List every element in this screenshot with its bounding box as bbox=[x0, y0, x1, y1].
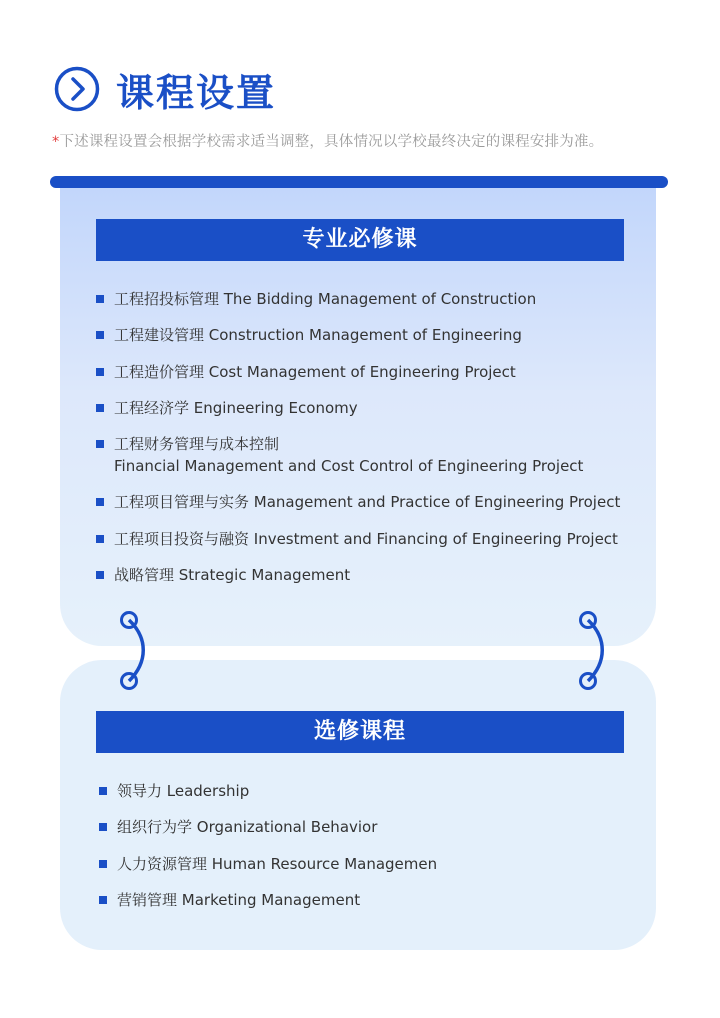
square-bullet-icon bbox=[99, 896, 107, 904]
page-header bbox=[54, 64, 276, 114]
square-bullet-icon bbox=[96, 368, 104, 376]
list-item: 工程造价管理 Cost Management of Engineering Project bbox=[96, 361, 620, 383]
list-item: 组织行为学 Organizational Behavior bbox=[99, 816, 437, 838]
list-item: 工程经济学 Engineering Economy bbox=[96, 397, 620, 419]
list-item: 领导力 Leadership bbox=[99, 780, 437, 802]
square-bullet-icon bbox=[96, 404, 104, 412]
square-bullet-icon bbox=[96, 295, 104, 303]
list-item: 工程建设管理 Construction Management of Engineering bbox=[96, 324, 620, 346]
square-bullet-icon bbox=[96, 440, 104, 448]
square-bullet-icon bbox=[96, 535, 104, 543]
square-bullet-icon bbox=[96, 331, 104, 339]
elective-courses-heading: 选修课程 bbox=[96, 711, 624, 753]
square-bullet-icon bbox=[99, 860, 107, 868]
square-bullet-icon bbox=[99, 787, 107, 795]
required-courses-heading: 专业必修课 bbox=[96, 219, 624, 261]
square-bullet-icon bbox=[99, 823, 107, 831]
list-item: 工程招投标管理 The Bidding Management of Construction bbox=[96, 288, 620, 310]
list-item: 战略管理 Strategic Management bbox=[96, 564, 620, 586]
list-item: 人力资源管理 Human Resource Managemen bbox=[99, 853, 437, 875]
disclaimer-text: 下述课程设置会根据学校需求适当调整，具体情况以学校最终决定的课程安排为准。 bbox=[59, 134, 604, 150]
square-bullet-icon bbox=[96, 571, 104, 579]
scroll-rod bbox=[50, 176, 668, 188]
chevron-right-circle-icon bbox=[54, 66, 100, 112]
list-item: 工程项目投资与融资 Investment and Financing of Engineering Project bbox=[96, 528, 620, 550]
list-item: 营销管理 Marketing Management bbox=[99, 889, 437, 911]
square-bullet-icon bbox=[96, 498, 104, 506]
list-item: 工程财务管理与成本控制 Financial Management and Cost Control of Engineering Project bbox=[96, 433, 620, 477]
page-title: 课程设置 bbox=[116, 70, 277, 115]
list-item: 工程项目管理与实务 Management and Practice of Engineering Project bbox=[96, 491, 620, 513]
required-course-list bbox=[96, 288, 620, 600]
disclaimer-note bbox=[52, 130, 603, 151]
elective-course-list bbox=[99, 780, 437, 925]
asterisk-mark: * bbox=[52, 134, 60, 150]
